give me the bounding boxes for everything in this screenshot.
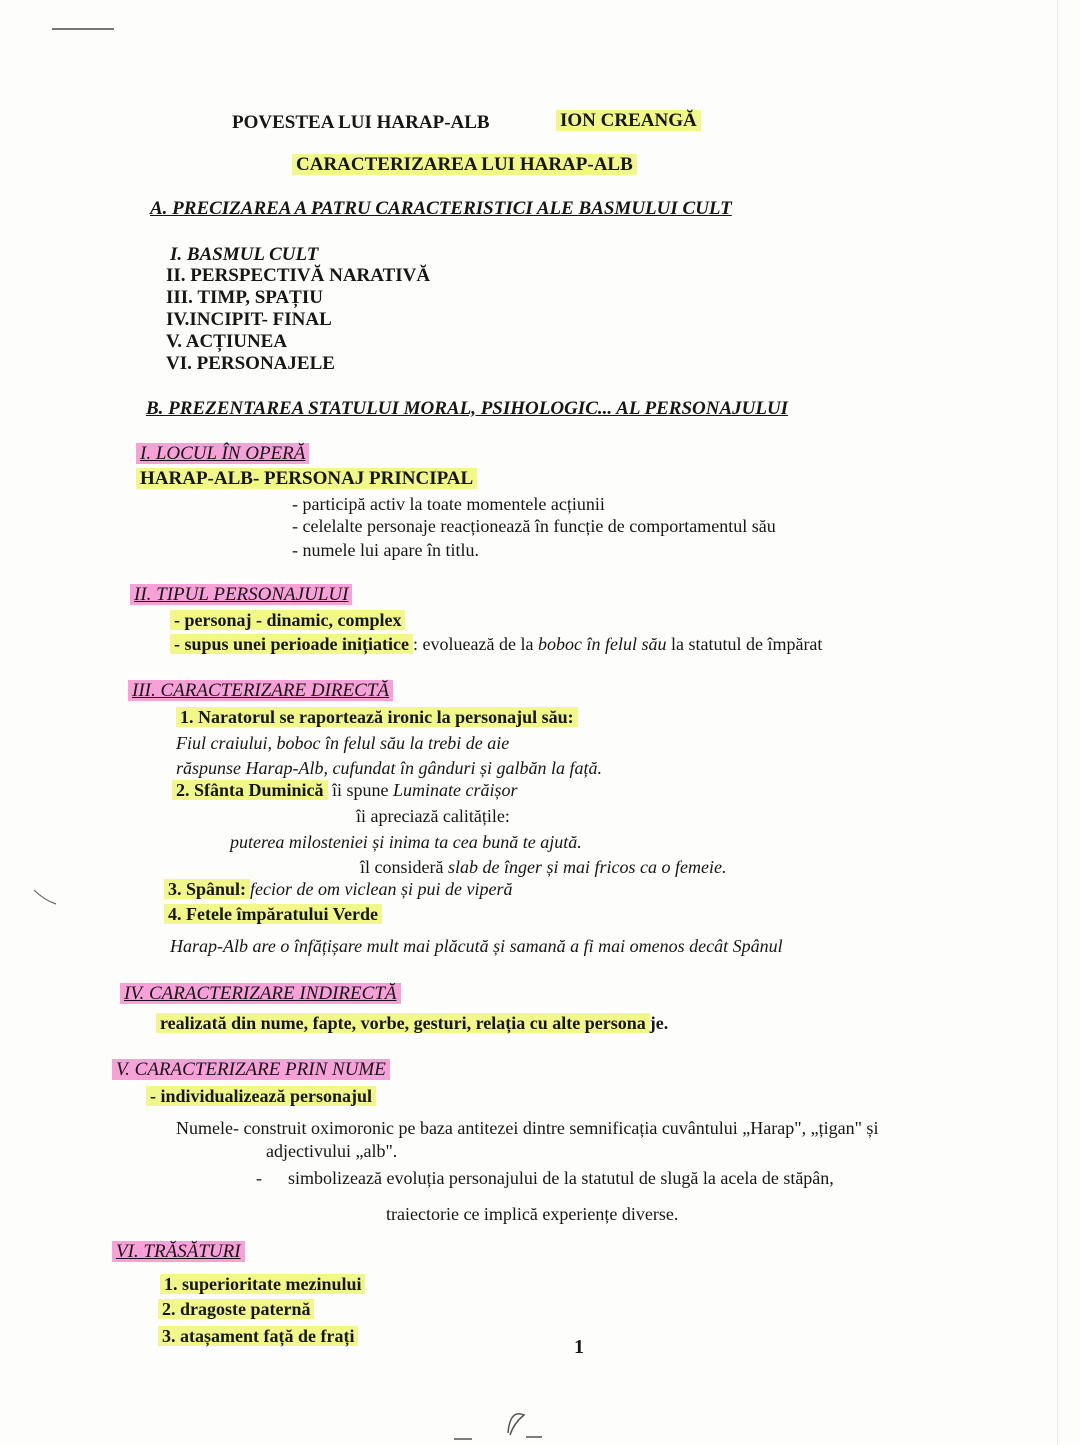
trasaturi-item: 2. dragoste paternă (158, 1299, 314, 1320)
section-a-item: I. BASMUL CULT (170, 244, 319, 265)
directa-point: 4. Fetele împăratului Verde (164, 904, 382, 925)
indirecta-heading: IV. CARACTERIZARE INDIRECTĂ (120, 983, 401, 1005)
document-title: POVESTEA LUI HARAP-ALB (232, 112, 490, 133)
trasaturi-item: 1. superioritate mezinului (160, 1274, 365, 1295)
nume-line: traiectorie ce implică experiențe diverse. (386, 1204, 679, 1224)
document-subtitle: CARACTERIZAREA LUI HARAP-ALB (292, 154, 637, 176)
directa-point: 3. Spânul: fecior de om viclean și pui de viperă (164, 879, 512, 900)
section-a-item: V. ACȚIUNEA (166, 331, 288, 352)
locul-point: - numele lui apare în titlu. (292, 540, 479, 560)
nume-heading: V. CARACTERIZARE PRIN NUME (112, 1059, 390, 1081)
nume-line: Numele- construit oximoronic pe baza antitezei dintre semnificația cuvântului „Harap", „țigan" și (176, 1118, 879, 1138)
author-name: ION CREANGĂ (556, 110, 701, 132)
page-number: 1 (574, 1336, 584, 1358)
directa-heading: III. CARACTERIZARE DIRECTĂ (128, 680, 393, 702)
trasaturi-item: 3. atașament față de frați (158, 1326, 358, 1347)
locul-point: - participă activ la toate momentele acțiunii (292, 494, 605, 514)
nume-dash: - (256, 1168, 262, 1188)
page-edge (1057, 0, 1058, 1445)
directa-quote: răspunse Harap-Alb, cufundat în gânduri și galbăn la față. (176, 758, 603, 778)
section-a-heading: A. PRECIZAREA A PATRU CARACTERISTICI ALE BASMULUI CULT (150, 198, 732, 219)
directa-point: 2. Sfânta Duminică îi spune Luminate crăișor (172, 780, 518, 801)
locul-heading: I. LOCUL ÎN OPERĂ (136, 443, 309, 465)
nume-line: simbolizează evoluția personajului de la statutul de slugă la acela de stăpân, (288, 1168, 834, 1188)
pencil-scribble-icon (450, 1405, 550, 1445)
section-a-item: II. PERSPECTIVĂ NARATIVĂ (166, 265, 431, 286)
section-a-item: IV.INCIPIT- FINAL (166, 309, 332, 330)
margin-mark-icon (30, 880, 60, 910)
locul-role: HARAP-ALB- PERSONAJ PRINCIPAL (136, 468, 477, 490)
section-a-item: III. TIMP, SPAȚIU (166, 287, 323, 308)
nume-line: adjectivului „alb". (266, 1141, 398, 1161)
tipul-line: - personaj - dinamic, complex (170, 610, 405, 631)
tipul-heading: II. TIPUL PERSONAJULUI (130, 584, 352, 606)
directa-point: 1. Naratorul se raportează ironic la personajul său: (176, 707, 578, 728)
locul-point: - celelalte personaje reacționează în funcție de comportamentul său (292, 516, 776, 536)
trasaturi-heading: VI. TRĂSĂTURI (112, 1241, 245, 1263)
tipul-line: - supus unei perioade inițiatice : evoluează de la boboc în felul său la statutul de împărat (170, 634, 822, 655)
nume-line: - individualizează personajul (146, 1086, 376, 1107)
directa-quote: puterea milosteniei și inima ta cea bună te ajută. (230, 832, 582, 852)
section-b-heading: B. PREZENTAREA STATULUI MORAL, PSIHOLOGIC... AL PERSONAJULUI (146, 398, 789, 419)
directa-line: îl consideră slab de înger și mai fricos ca o femeie. (360, 857, 727, 877)
directa-quote: Fiul craiului, boboc în felul său la trebi de aie (176, 733, 510, 753)
directa-line: îi apreciază calitățile: (356, 806, 510, 826)
scan-mark-top (52, 28, 114, 30)
directa-quote: Harap-Alb are o înfățișare mult mai plăcută și samană a fi mai omenos decât Spânul (170, 936, 783, 956)
section-a-item: VI. PERSONAJELE (166, 353, 335, 374)
indirecta-text: realizată din nume, fapte, vorbe, gesturi, relația cu alte persona je. (156, 1013, 668, 1034)
